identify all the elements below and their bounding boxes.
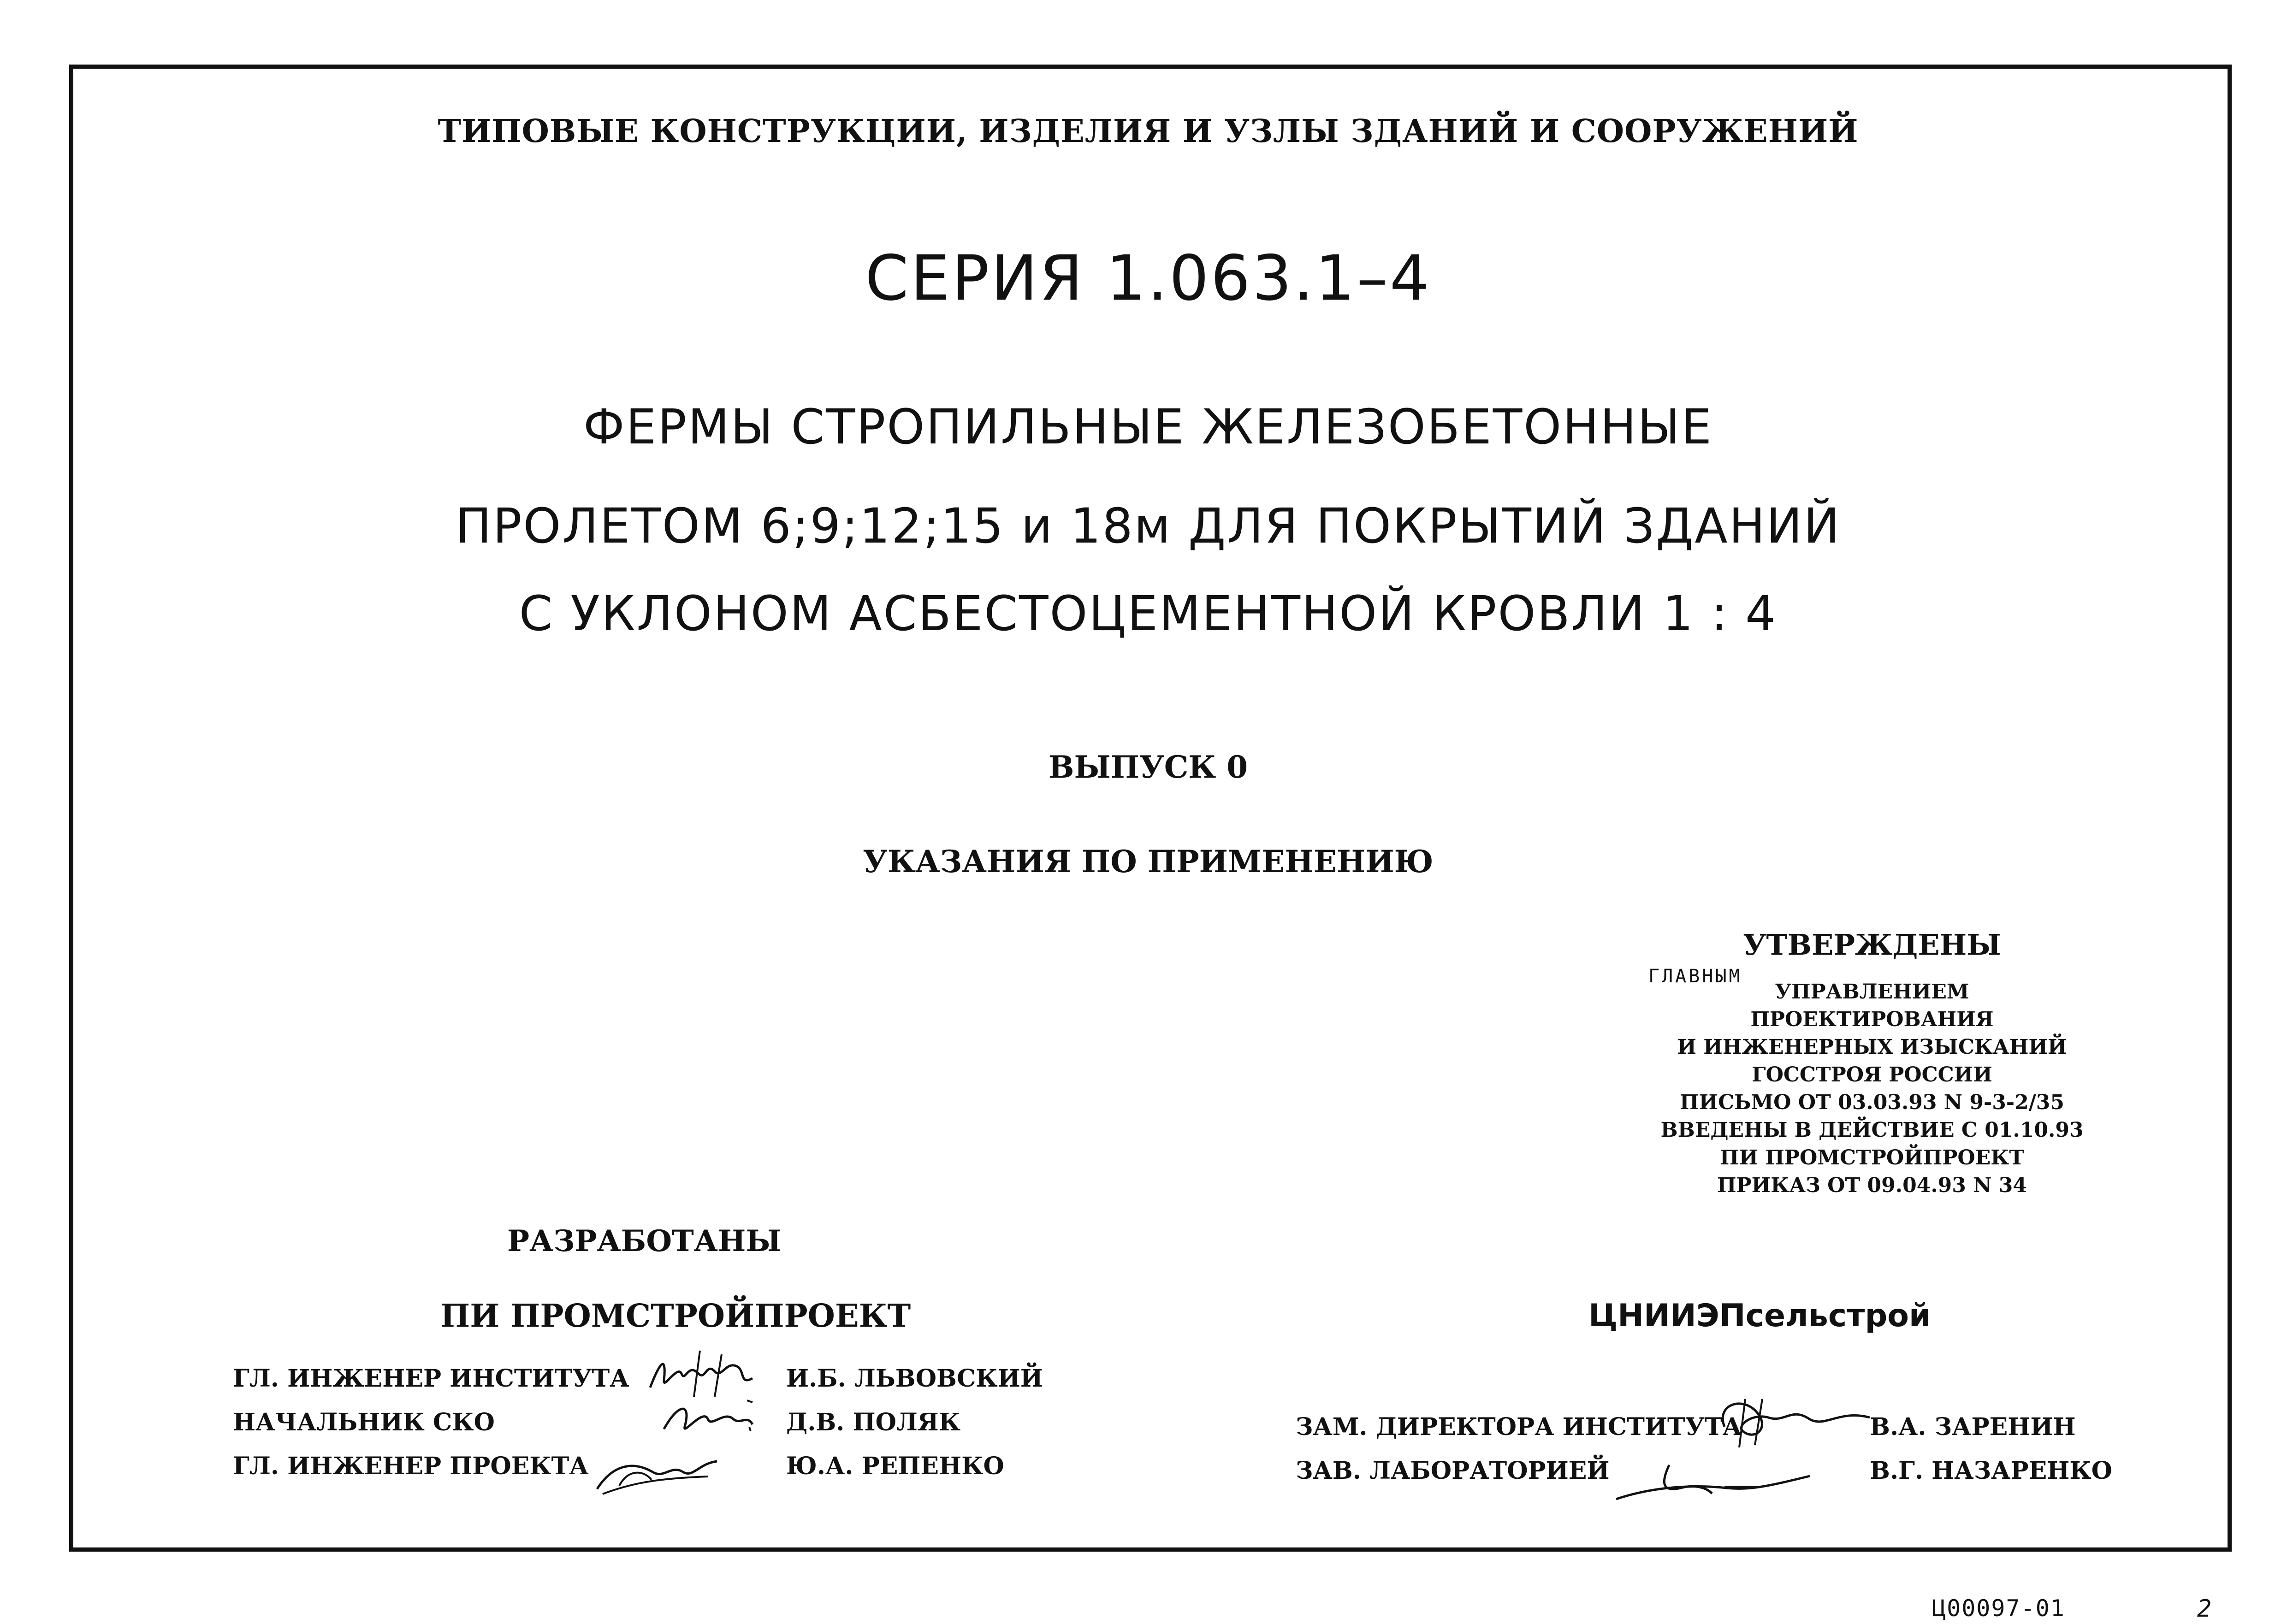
right-organization-name: ЦНИИЭПсельстрой (1588, 1298, 1931, 1334)
left-staff-name: И.Б. ЛЬВОВСКИЙ (786, 1364, 1043, 1393)
page-number: 2 (2197, 1595, 2212, 1623)
approval-line: УПРАВЛЕНИЕМ ПРОЕКТИРОВАНИЯ (1750, 980, 1994, 1031)
top-title: ТИПОВЫЕ КОНСТРУКЦИИ, ИЗДЕЛИЯ И УЗЛЫ ЗДАНИЙ И СООРУЖЕНИЙ (438, 113, 1859, 150)
approval-heading: УТВЕРЖДЕНЫ (1743, 928, 2001, 962)
issue-number: ВЫПУСК 0 (1048, 749, 1248, 785)
signature-zarenin (1711, 1390, 1877, 1450)
right-staff-role: ЗАВ. ЛАБОРАТОРИЕЙ (1296, 1457, 1610, 1485)
developers-label: РАЗРАБОТАНЫ (507, 1224, 782, 1258)
approval-line: ГОССТРОЯ РОССИИ (1752, 1063, 1992, 1087)
document-code: Ц00097-01 (1932, 1595, 2065, 1622)
left-staff-name: Ю.А. РЕПЕНКО (786, 1452, 1004, 1480)
main-title-line-3: С УКЛОНОМ АСБЕСТОЦЕМЕНТНОЙ КРОВЛИ 1 : 4 (519, 585, 1778, 642)
approval-line: ПИСЬМО ОТ 03.03.93 N 9-3-2/35 (1679, 1091, 2065, 1114)
approval-line: ВВЕДЕНЫ В ДЕЙСТВИЕ С 01.10.93 (1660, 1118, 2084, 1142)
main-title-line-2: ПРОЛЕТОМ 6;9;12;15 и 18м ДЛЯ ПОКРЫТИЙ ЗДАНИЙ (455, 498, 1841, 554)
left-staff-role: НАЧАЛЬНИК СКО (233, 1408, 495, 1436)
left-staff-role: ГЛ. ИНЖЕНЕР ИНСТИТУТА (233, 1364, 629, 1393)
signature-repenko (593, 1450, 722, 1505)
signature-polyak (659, 1392, 756, 1441)
handwritten-approval-note: ГЛАВНЫМ (1648, 966, 1742, 987)
approval-line: ПИ ПРОМСТРОЙПРОЕКТ (1719, 1146, 2025, 1169)
approval-line: И ИНЖЕНЕРНЫХ ИЗЫСКАНИЙ (1677, 1035, 2067, 1059)
series-title: СЕРИЯ 1.063.1–4 (865, 242, 1431, 314)
signature-nazarenko (1607, 1461, 1819, 1510)
left-staff-role: ГЛ. ИНЖЕНЕР ПРОЕКТА (233, 1452, 589, 1480)
right-staff-role: ЗАМ. ДИРЕКТОРА ИНСТИТУТА (1296, 1413, 1742, 1441)
approval-line: ПРИКАЗ ОТ 09.04.93 N 34 (1717, 1174, 2027, 1197)
right-staff-name: В.А. ЗАРЕНИН (1870, 1413, 2076, 1441)
left-organization-name: ПИ ПРОМСТРОЙПРОЕКТ (440, 1298, 911, 1335)
right-staff-name: В.Г. НАЗАРЕНКО (1870, 1457, 2112, 1485)
left-staff-name: Д.В. ПОЛЯК (786, 1408, 961, 1436)
usage-subtitle: УКАЗАНИЯ ПО ПРИМЕНЕНИЮ (863, 844, 1434, 880)
main-title-line-1: ФЕРМЫ СТРОПИЛЬНЫЕ ЖЕЛЕЗОБЕТОННЫЕ (583, 399, 1713, 455)
